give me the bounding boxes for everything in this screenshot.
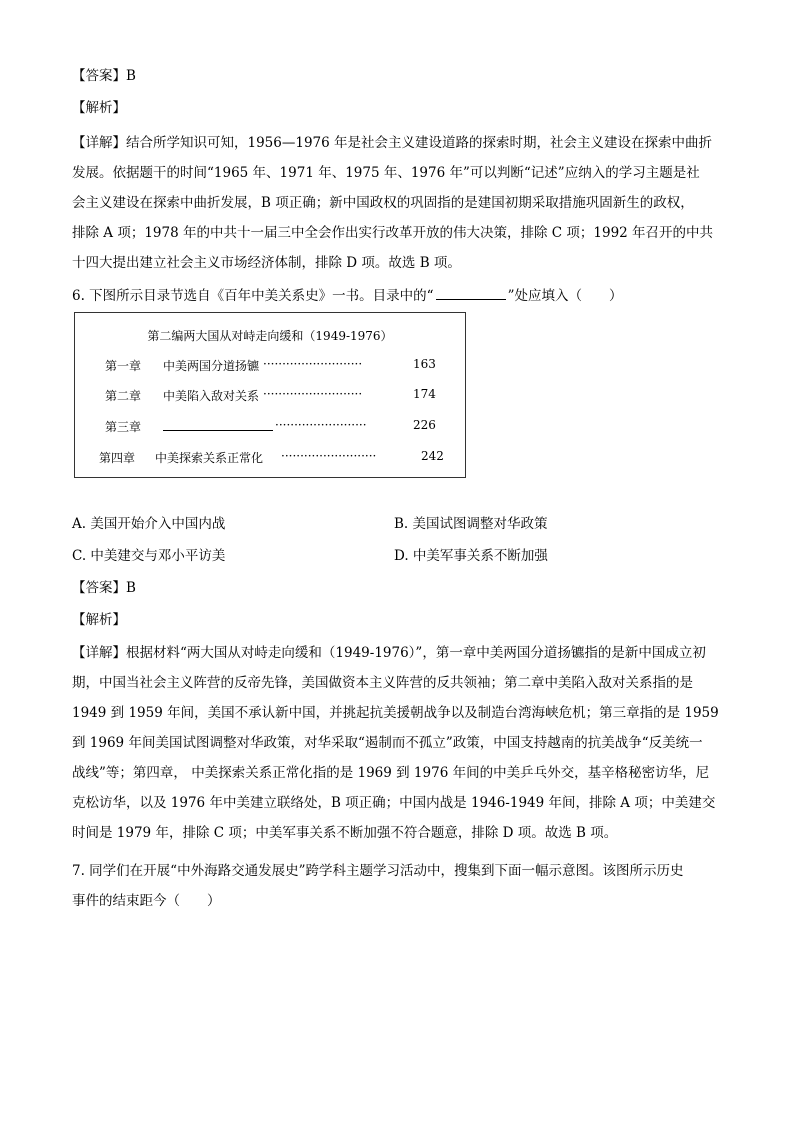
toc-chapter: 第三章 <box>105 420 142 434</box>
toc-chapter: 第二章 <box>105 389 142 403</box>
option-c: C. 中美建交与邓小平访美 <box>72 548 226 564</box>
option-d: D. 中美军事关系不断加强 <box>394 548 548 564</box>
q6-stem-blank <box>436 287 506 300</box>
q5-detail-line: 十四大提出建立社会主义市场经济体制，排除 D 项。故选 B 项。 <box>72 255 461 271</box>
toc-title: 第二编两大国从对峙走向缓和（1949-1976） <box>147 329 393 343</box>
q6-detail-line: 战线”等；第四章， 中美探索关系正常化指的是 1969 到 1976 年间的中美乒乓外交，基辛格秘密访华，尼 <box>72 765 710 781</box>
q6-detail-line: 克松访华，以及 1976 年中美建立联络处，B 项正确；中国内战是 1946-1949 年间，排除 A 项；中美建交 <box>72 795 716 811</box>
q6-detail-line: 时间是 1979 年，排除 C 项；中美军事关系不断加强不符合题意，排除 D 项。故选 B 项。 <box>72 825 618 841</box>
q7-stem-line: 事件的结束距今（ ） <box>72 893 221 909</box>
q6-detail-line: 【详解】根据材料“两大国从对峙走向缓和（1949-1976）”，第一章中美两国分道扬镳指的是新中国成立初 <box>72 645 706 661</box>
toc-chapter-name: 中美陷入敌对关系 <box>163 389 260 403</box>
toc-page: 163 <box>413 357 436 371</box>
toc-page: 242 <box>421 449 444 463</box>
q6-analysis-label: 【解析】 <box>72 612 126 628</box>
toc-chapter: 第一章 <box>105 359 142 373</box>
toc-page: 174 <box>413 387 436 401</box>
toc-blank-line <box>163 430 273 431</box>
q5-analysis-label: 【解析】 <box>72 100 126 116</box>
toc-row <box>75 387 465 405</box>
toc-chapter: 第四章 <box>99 451 136 465</box>
q5-answer: 【答案】B <box>72 68 136 84</box>
q5-detail-line: 会主义建设在探索中曲折发展，B 项正确；新中国政权的巩固指的是建国初期采取措施巩固新生的政权， <box>72 195 694 211</box>
toc-chapter-name: 中美两国分道扬镳 <box>163 359 260 373</box>
toc-page: 226 <box>413 418 436 432</box>
q7-stem <box>72 856 722 916</box>
q5-detail-line: 排除 A 项；1978 年的中共十一届三中全会作出实行改革开放的伟大决策，排除 C 项；1992 年召开的中共 <box>72 225 714 241</box>
toc-leader-dots: ························· <box>281 449 377 463</box>
q6-answer: 【答案】B <box>72 580 136 596</box>
q5-detail <box>72 128 722 278</box>
toc-leader-dots: ·························· <box>263 357 363 371</box>
q6-detail <box>72 638 722 848</box>
q6-detail-line: 1949 到 1959 年间，美国不承认新中国，并挑起抗美援朝战争以及制造台湾海峡危机；第三章指的是 1959 <box>72 705 719 721</box>
toc-row <box>75 357 465 375</box>
toc-chapter-name: 中美探索关系正常化 <box>155 451 264 465</box>
toc-row <box>75 418 465 436</box>
toc-leader-dots: ························ <box>275 418 367 432</box>
q6-detail-line: 期，中国当社会主义阵营的反帝先锋，美国做资本主义阵营的反共领袖；第二章中美陷入敌对关系指的是 <box>72 675 693 691</box>
q6-stem-after: ”处应填入（ ） <box>507 288 623 304</box>
option-b: B. 美国试图调整对华政策 <box>394 516 548 532</box>
toc-figure <box>74 312 466 478</box>
q6-stem <box>72 286 622 306</box>
q5-detail-line: 【详解】结合所学知识可知，1956—1976 年是社会主义建设道路的探索时期，社会主义建设在探索中曲折 <box>72 135 713 151</box>
q6-detail-line: 到 1969 年间美国试图调整对华政策，对华采取“遏制而不孤立”政策，中国支持越南的抗美战争“反美统一 <box>72 735 703 751</box>
option-a: A. 美国开始介入中国内战 <box>72 516 226 532</box>
q6-stem-before: 6. 下图所示目录节选自《百年中美关系史》一书。目录中的“ <box>72 288 434 304</box>
toc-leader-dots: ·························· <box>263 387 363 401</box>
q5-detail-line: 发展。依据题干的时间“1965 年、1971 年、1975 年、1976 年”可以判断“记述”应纳入的学习主题是社 <box>72 165 700 181</box>
toc-row <box>75 449 465 467</box>
q7-stem-line: 7. 同学们在开展“中外海路交通发展史”跨学科主题学习活动中，搜集到下面一幅示意图。该图所示历史 <box>72 863 684 879</box>
